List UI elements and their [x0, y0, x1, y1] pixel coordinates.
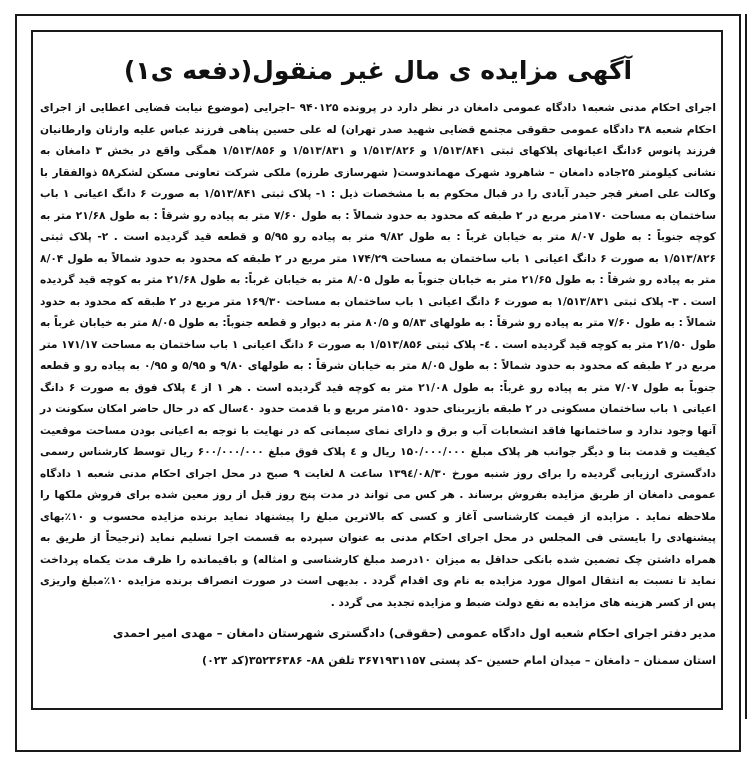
notice-title: آگهی مزایده ی مال غیر منقول(دفعه ی۱) [123, 56, 633, 85]
right-edge-rule [745, 14, 747, 719]
notice-address: استان سمنان – دامغان – میدان امام حسین –کد پستی ۳۶۷۱۹۳۱۱۵۷ تلفن ۸۸- ۳۵۲۳۶۳۸۶(کد ۰۲۳) [202, 654, 716, 667]
notice-body: اجرای احکام مدنی شعبه۱ دادگاه عمومی دامغان در نظر دارد در پرونده ۹۴۰۱۲۵ –اجرایی (موضوع نیابت قضایی اعطایی از اجرای احکام شعبه ۳۸ دادگاه عمومی حقوقی مجتمع قضایی شهید صدر تهران) له علی حسین پناهی فرزند عباس علیه وارثان وارطانیان فرزند پانوس ۶دانگ اعیانهای پلاکهای ثبتی ۱/۵۱۳/۸۴۱ و ۱/۵۱۳/۸۲۶ و ۱/۵۱۳/۸۳۱ و ۱/۵۱۳/۸۵۶ همگی واقع در بخش ۳ دامغان به نشانی کیلومتر ۲۵جاده دامغان – شاهرود شهرک مهماندوست( شهرسازی طرزه) ملکی شرکت تعاونی مسکن لشکر۵۸ ذوالفقار با وکالت علی اصغر قجر حیدر آبادی را در قبال محکوم به با مشخصات ذیل : ۱- پلاک ثبتی ۱/۵۱۳/۸۴۱ به صورت ۶ دانگ اعیانی ۱ باب ساختمان به مساحت ۱۷۰متر مربع در ۲ طبقه که محدود به حدود شمالاً : به طول ۷/۶۰ متر به پیاده رو شرقاً : به طول ۲۱/۶۸ متر به کوچه جنوباً : به طول ۸/۰۷ متر به خیابان غرباً : به طول ۹/۸۲ متر به پیاده رو ۵/۹۵ و قطعه قید گردیده است . ۲- پلاک ثبتی ۱/۵۱۳/۸۲۶ به صورت ۶ دانگ اعیانی ۱ باب ساختمان به مساحت ۱۷۴/۲۹ متر مربع در ۲ طبقه که محدود به حدود شمالاً به طول ۸/۰۴ متر به پیاده رو شرقاً : به طول ۲۱/۶۵ متر به خیابان جنوباً به طول ۸/۰۵ متر به خیابان غرباً: به طول ۲۱/۶۸ متر به کوچه قید گردیده است . ۳- پلاک ثبتی ۱/۵۱۳/۸۳۱ به صورت ۶ دانگ اعیانی ۱ باب ساختمان به مساحت ۱۶۹/۳۰ متر مربع در ۲ طبقه که محدود به حدود شمالاً : به طول ۷/۶۰ متر به پیاده رو شرقاً : به طولهای ۵/۸۳ و ۸۰/۵ متر به دیوار و قطعه جنوباً: به طول ۸/۰۵ متر به خیابان غرباً به طول ۲۱/۵۰ متر به کوچه قید گردیده است . ٤- پلاک ثبتی ۱/۵۱۳/۸۵۶ به صورت ۶ دانگ اعیانی ۱ باب ساختمان به مساحت ۱۷۱/۱۷ متر مربع در ۲ طبقه که محدود به حدود شمالاً : به طول ۸/۰۵ متر به خیابان شرقاً : به طولهای ۹/۸۰ و ۵/۹۵ و ۰/۹۵ به پیاده رو و قطعه جنوباً به طول ۷/۰۷ متر به پیاده رو غرباً: به طول ۲۱/۰۸ متر به کوچه قید گردیده است . هر ۱ از ٤ پلاک فوق به صورت ۶ دانگ اعیانی ۱ باب ساختمان مسکونی در ۲ طبقه بازیربنای حدود ۱۵۰متر مربع و با قدمت حدود ٤۰سال که در حال حاضر امکان سکونت در آنها وجود ندارد و ساختمانها فاقد انشعابات آب و برق و دارای نمای سیمانی که در نهایت با توجه به اعیانی بودن مساحت موقعیت کیفیت و قدمت بنا و دیگر جوانب هر پلاک مبلغ ۱۵۰/۰۰۰/۰۰۰ ریال و ٤ پلاک فوق مبلغ ۶۰۰/۰۰۰/۰۰۰ ریال توسط کارشناس رسمی دادگستری ارزیابی گردیده را برای روز شنبه مورخ ۱۳۹٤/۰۸/۳۰ ساعت ۸ لغایت ۹ صبح در محل اجرای احکام مدنی شعبه ۱ دادگاه عمومی دامغان از طریق مزایده بفروش برساند . هر کس می تواند در مدت پنج روز قبل از روز معین شده برای فروش ملکها را ملاحظه نماید . مزایده از قیمت کارشناسی آغاز و کسی که بالاترین مبلغ را پیشنهاد نماید برنده مزایده محسوب و ۱۰٪بهای پیشنهادی را بایستی فی المجلس در محل اجرای احکام مدنی به عنوان سپرده به قسمت اجرا تسلیم نماید (ترجیحاً از طریق به همراه داشتن چک تضمین شده بانکی حداقل به میزان ۱۰درصد مبلغ کارشناسی و امثاله) و باقیمانده را ظرف مدت یکماه پرداخت نماید تا نسبت به انتقال اموال مورد مزایده به نام وی اقدام گردد . بدیهی است در صورت انصراف برنده مزایده ۱۰٪مبلغ واریزی پس از کسر هزینه های مزایده به نفع دولت ضبط و مزایده تجدید می گردد . [40, 102, 717, 609]
notice-signature: مدیر دفتر اجرای احکام شعبه اول دادگاه عمومی (حقوقی) دادگستری شهرستان دامغان – مهدی امیر احمدی [112, 626, 716, 640]
notice-content [40, 40, 716, 672]
